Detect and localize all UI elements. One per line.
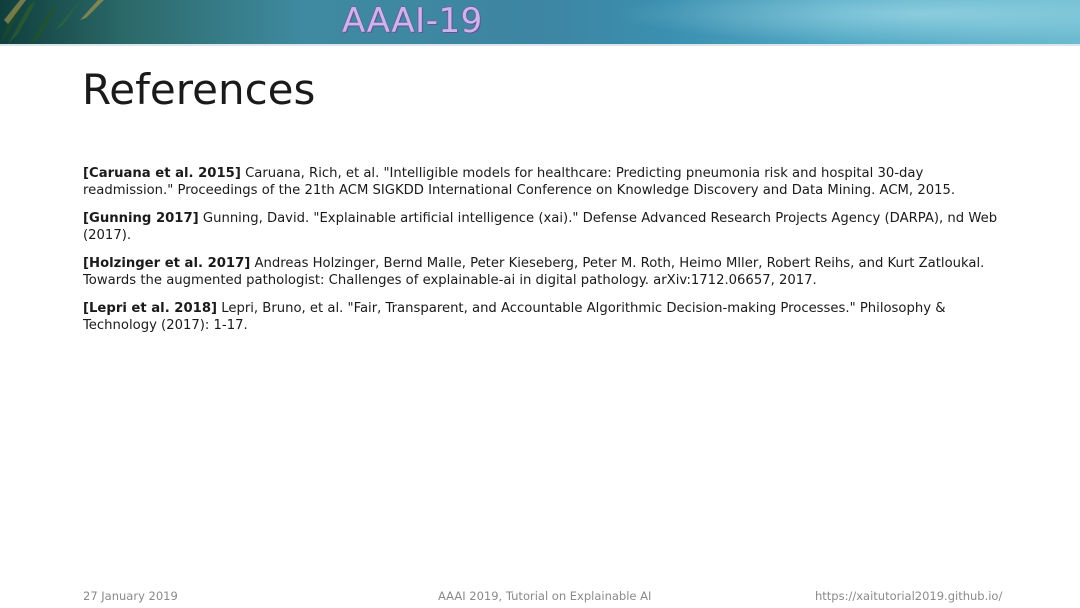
- reference-key: [Holzinger et al. 2017]: [83, 256, 251, 271]
- reference-text: Gunning, David. "Explainable artificial intelligence (xai)." Defense Advanced Research Projects Agency (DARPA), nd Web (2017).: [83, 211, 998, 243]
- header-banner: [0, 0, 1080, 44]
- palm-leaves-icon: [0, 0, 110, 44]
- banner-divider: [0, 44, 1080, 46]
- banner-glow: [560, 0, 1080, 44]
- reference-list: [83, 165, 1013, 345]
- reference-item: [83, 255, 1013, 289]
- reference-item: [83, 210, 1013, 244]
- reference-key: [Caruana et al. 2015]: [83, 166, 241, 181]
- reference-key: [Lepri et al. 2018]: [83, 301, 218, 316]
- reference-text: Andreas Holzinger, Bernd Malle, Peter Kieseberg, Peter M. Roth, Heimo Mller, Robert Reihs, and Kurt Zatloukal. Towards the augmented pathologist: Challenges of explainable-ai in digital pathology. arXiv:1712.06657, 2017.: [83, 256, 985, 288]
- reference-text: Caruana, Rich, et al. "Intelligible models for healthcare: Predicting pneumonia risk and hospital 30-day readmission." Proceedings of the 21th ACM SIGKDD International Conference on Knowledge Discovery and Data Mining. ACM, 2015.: [83, 166, 956, 198]
- reference-text: Lepri, Bruno, et al. "Fair, Transparent, and Accountable Algorithmic Decision-making Processes." Philosophy & Technology (2017): 1-17.: [83, 301, 946, 333]
- footer-title: AAAI 2019, Tutorial on Explainable AI: [438, 589, 652, 603]
- reference-key: [Gunning 2017]: [83, 211, 199, 226]
- page-title: References: [82, 65, 316, 114]
- footer-date: 27 January 2019: [83, 589, 178, 603]
- conference-logo-text: AAAI-19: [342, 1, 483, 41]
- reference-item: [83, 300, 1013, 334]
- reference-item: [83, 165, 1013, 199]
- footer-url-link[interactable]: https://xaitutorial2019.github.io/: [815, 589, 1003, 603]
